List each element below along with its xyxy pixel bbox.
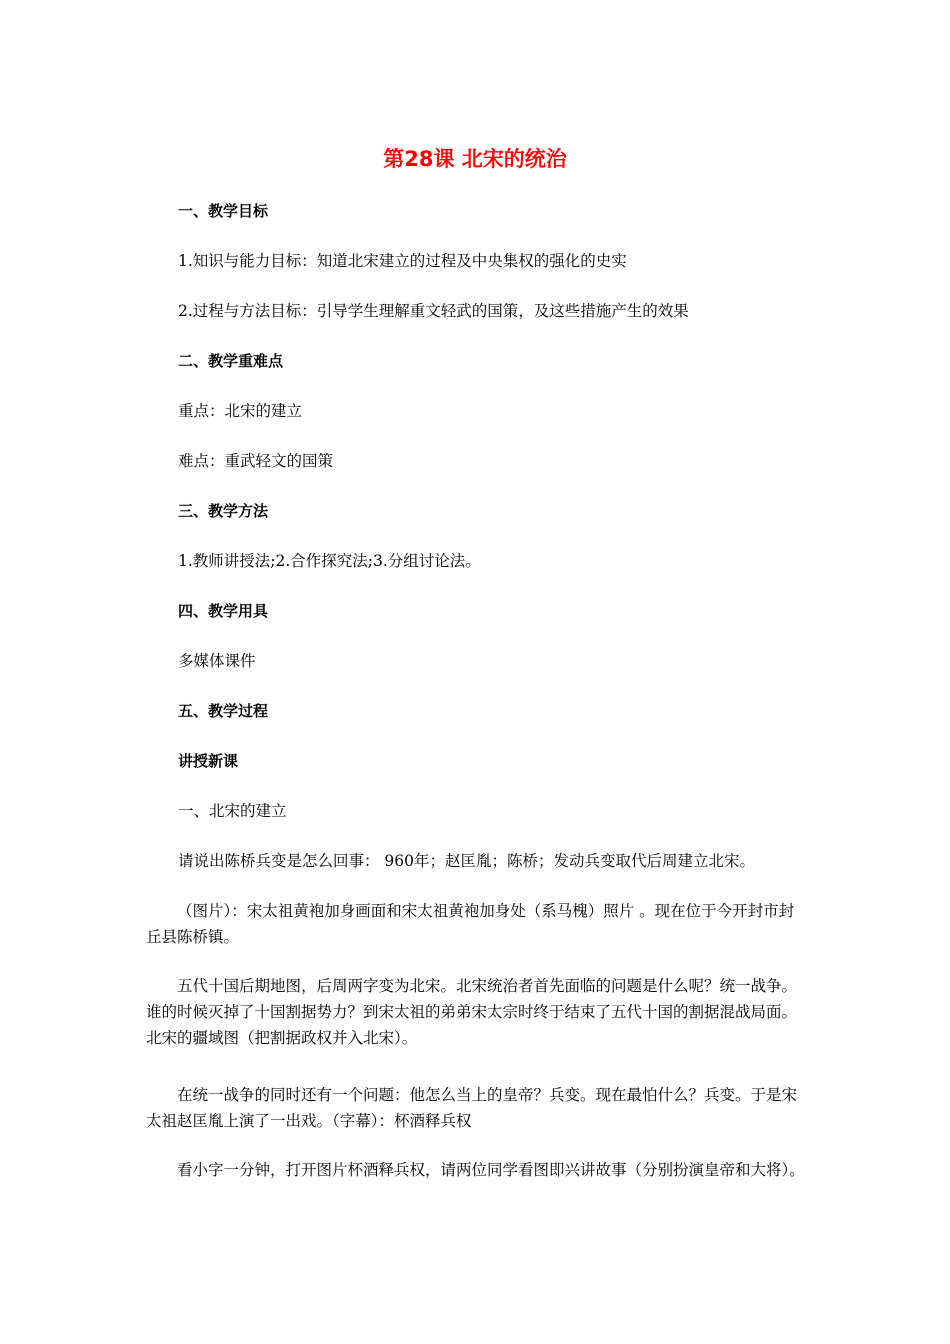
goal-process: 2.过程与方法目标：引导学生理解重文轻武的国策，及这些措施产生的效果 <box>178 302 689 320</box>
paragraph: 五代十国后期地图，后周两字变为北宋。北宋统治者首先面临的问题是什么呢？统一战争。谁的时候灭掉了十国割据势力？到宋太祖的弟弟宋太宗时终于结束了五代十国的割据混战局面。北宋的疆域图（把割据政权并入北宋）。 <box>146 977 798 1047</box>
goal-knowledge: 1.知识与能力目标：知道北宋建立的过程及中央集权的强化的史实 <box>178 252 627 270</box>
new-lesson-heading: 讲授新课 <box>178 752 239 770</box>
key-difficult-heading: 二、教学重难点 <box>178 352 284 370</box>
process-heading: 五、教学过程 <box>178 702 269 720</box>
paragraph: 在统一战争的同时还有一个问题：他怎么当上的皇帝？兵变。现在最怕什么？兵变。于是宋太祖赵匡胤上演了一出戏。（字幕）：杯酒释兵权 <box>146 1086 798 1130</box>
methods-heading: 三、教学方法 <box>178 502 269 520</box>
paragraph: 看小字一分钟，打开图片杯酒释兵权，请两位同学看图即兴讲故事（分别扮演皇帝和大将）。 <box>177 1161 805 1179</box>
tools-heading: 四、教学用具 <box>178 602 269 620</box>
goals-heading: 一、教学目标 <box>178 202 269 220</box>
difficult-point: 难点：重武轻文的国策 <box>178 452 334 470</box>
lesson-title: 第28课 北宋的统治 <box>383 147 567 171</box>
part-one-heading: 一、北宋的建立 <box>178 802 287 820</box>
question-chenqiao: 请说出陈桥兵变是怎么回事： 960年；赵匡胤；陈桥；发动兵变取代后周建立北宋。 <box>178 852 756 870</box>
tools-text: 多媒体课件 <box>178 652 256 670</box>
key-point: 重点：北宋的建立 <box>178 402 303 420</box>
methods-text: 1.教师讲授法;2.合作探究法;3.分组讨论法。 <box>178 552 481 570</box>
paragraph: （图片）：宋太祖黄袍加身画面和宋太祖黄袍加身处（系马槐）照片 。现在位于今开封市封丘县陈桥镇。 <box>146 902 795 946</box>
